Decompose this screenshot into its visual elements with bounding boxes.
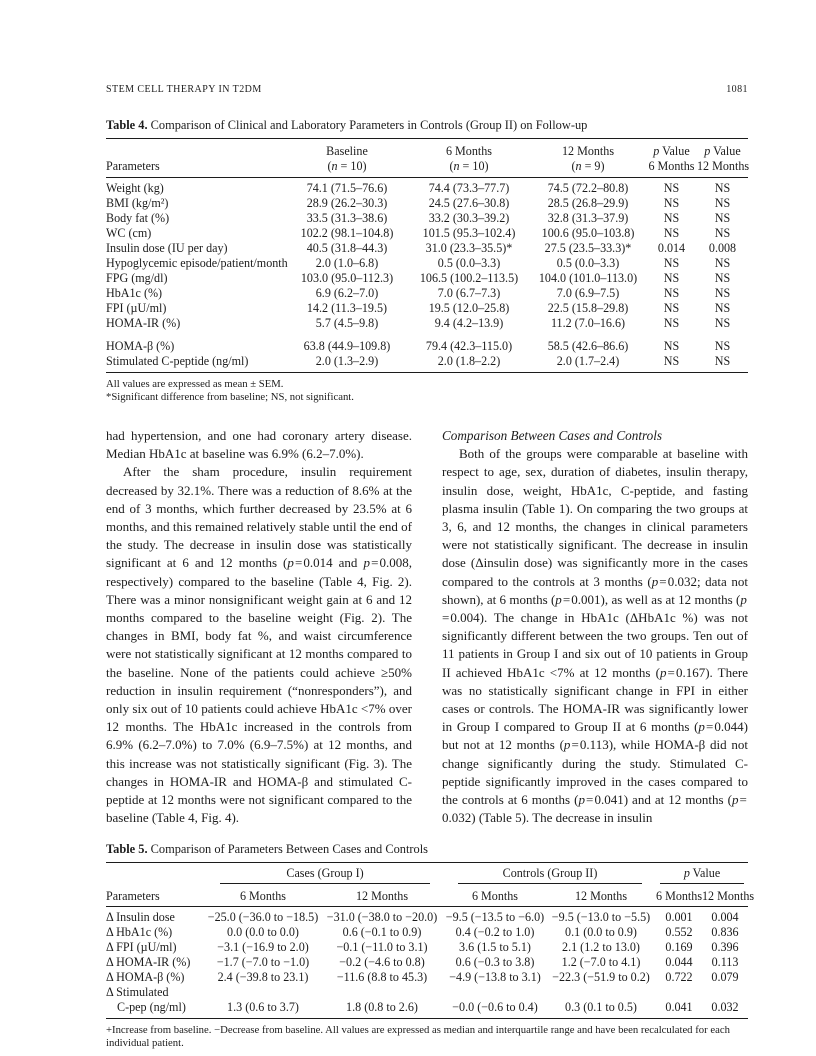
table-row	[106, 256, 748, 271]
row-value: 2.1 (1.2 to 13.0)	[562, 940, 640, 955]
table5-header-controls-12m: 12 Months	[574, 889, 628, 904]
row-value: 28.9 (26.2–30.3)	[306, 196, 388, 210]
table-row	[106, 241, 748, 256]
table5-header-controls-group: Controls (Group II)	[444, 863, 656, 887]
table-row	[106, 316, 748, 331]
paragraph: had hypertension, and one had coronary artery disease. Median HbA1c at baseline was 6.9% (6.2–7.0%).	[106, 428, 412, 462]
row-parameter: Δ Insulin dose	[106, 910, 175, 925]
row-value: −25.0 (−36.0 to −18.5)	[207, 910, 319, 925]
row-value: 0.0 (0.0 to 0.0)	[227, 925, 299, 940]
row-value: 0.113	[711, 955, 739, 970]
row-value: NS	[663, 196, 680, 210]
row-value: 22.5 (15.8–29.8)	[547, 301, 629, 315]
table-row	[106, 955, 748, 970]
row-value: 100.6 (95.0–103.8)	[541, 226, 635, 240]
row-value: NS	[714, 181, 731, 195]
row-parameter: Δ HbA1c (%)	[106, 925, 173, 940]
row-value	[444, 985, 546, 1000]
row-value: 0.041	[665, 1000, 693, 1015]
row-value: 19.5 (12.0–25.8)	[428, 301, 510, 315]
row-value: 7.0 (6.7–7.3)	[437, 286, 501, 300]
row-value: 102.2 (98.1–104.8)	[300, 226, 394, 240]
table5-group-header-row	[106, 863, 748, 887]
row-value: 2.0 (1.7–2.4)	[556, 354, 620, 368]
row-value: 63.8 (44.9–109.8)	[303, 339, 391, 353]
table4-header	[106, 139, 748, 178]
table5-label: Table 5.	[106, 842, 148, 857]
row-parameter: HbA1c (%)	[106, 286, 163, 300]
table4-title-text: Comparison of Clinical and Laboratory Parameters in Controls (Group II) on Follow-up	[147, 118, 588, 132]
row-value: 0.014	[657, 241, 686, 255]
page-number: 1081	[726, 84, 748, 95]
table5-subheader-row	[106, 886, 748, 907]
row-value: 58.5 (42.6–86.6)	[547, 339, 629, 353]
row-value: 0.396	[711, 940, 739, 955]
row-value: −3.1 (−16.9 to 2.0)	[217, 940, 309, 955]
body-right-column	[442, 427, 748, 827]
row-parameter: HOMA-IR (%)	[106, 316, 181, 330]
row-value: −9.5 (−13.5 to −6.0)	[445, 910, 545, 925]
row-value: NS	[714, 226, 731, 240]
row-value	[546, 985, 656, 1000]
table-row	[106, 354, 748, 373]
row-value: 0.008	[708, 241, 737, 255]
row-value: 2.0 (1.0–6.8)	[315, 256, 379, 270]
row-value: 33.2 (30.3–39.2)	[428, 211, 510, 225]
row-value: 0.044	[665, 955, 693, 970]
row-value: NS	[663, 271, 680, 285]
table-row	[106, 985, 748, 1000]
table4-header-baseline: Baseline (n = 10)	[326, 144, 368, 173]
table5	[106, 862, 755, 1019]
row-value: NS	[714, 316, 731, 330]
body-columns	[106, 427, 748, 827]
row-value: 0.032	[711, 1000, 739, 1015]
body-left-column	[106, 427, 412, 827]
row-value: 104.0 (101.0–113.0)	[538, 271, 638, 285]
row-value: 0.1 (0.0 to 0.9)	[565, 925, 637, 940]
row-value: NS	[663, 256, 680, 270]
table-row	[106, 196, 748, 211]
row-parameter: Insulin dose (IU per day)	[106, 241, 228, 255]
table4-header-parameters: Parameters	[106, 159, 160, 173]
row-value: 2.0 (1.3–2.9)	[315, 354, 379, 368]
row-value: 1.8 (0.8 to 2.6)	[346, 1000, 418, 1015]
row-value: −1.7 (−7.0 to −1.0)	[216, 955, 310, 970]
row-value: 0.004	[711, 910, 739, 925]
table-row	[106, 211, 748, 226]
row-value: 0.552	[665, 925, 693, 940]
table5-title	[106, 842, 748, 857]
row-value: NS	[714, 339, 731, 353]
row-value: 9.4 (4.2–13.9)	[434, 316, 504, 330]
table4-title	[106, 118, 748, 133]
row-parameter: Δ Stimulated	[106, 985, 169, 1000]
row-value: 6.9 (6.2–7.0)	[315, 286, 379, 300]
row-value: NS	[663, 301, 680, 315]
table4-body	[106, 178, 748, 373]
row-value: 3.6 (1.5 to 5.1)	[459, 940, 531, 955]
table-row	[106, 331, 748, 354]
running-head-title: STEM CELL THERAPY IN T2DM	[106, 84, 262, 95]
row-value: 0.4 (−0.2 to 1.0)	[455, 925, 535, 940]
row-value: 24.5 (27.6–30.8)	[428, 196, 510, 210]
row-value	[206, 985, 320, 1000]
table5-header-cases-12m: 12 Months	[355, 889, 409, 904]
table-row	[106, 226, 748, 241]
row-value: 1.2 (−7.0 to 4.1)	[561, 955, 641, 970]
row-value: NS	[663, 211, 680, 225]
table-row	[106, 940, 748, 955]
row-parameter: FPG (mg/dl)	[106, 271, 168, 285]
row-value: 0.6 (−0.3 to 3.8)	[455, 955, 535, 970]
table5-header-parameters: Parameters	[106, 889, 160, 904]
row-value: 0.001	[665, 910, 693, 925]
row-value: 27.5 (23.5–33.3)*	[544, 241, 632, 255]
row-parameter: HOMA-β (%)	[106, 339, 175, 353]
row-value: 40.5 (31.8–44.3)	[306, 241, 388, 255]
row-value: NS	[714, 354, 731, 368]
table5-title-text: Comparison of Parameters Between Cases and Controls	[147, 842, 428, 857]
row-value: −0.1 (−11.0 to 3.1)	[336, 940, 428, 955]
row-value	[320, 985, 444, 1000]
row-value: 79.4 (42.3–115.0)	[425, 339, 513, 353]
row-parameter: BMI (kg/m²)	[106, 196, 169, 210]
row-value: 74.4 (73.3–77.7)	[428, 181, 510, 195]
table4-header-12months: 12 Months (n = 9)	[561, 144, 615, 173]
row-value: 0.3 (0.1 to 0.5)	[565, 1000, 637, 1015]
row-value: −31.0 (−38.0 to −20.0)	[326, 910, 438, 925]
row-value: 0.836	[711, 925, 739, 940]
table4-footnote-2: *Significant difference from baseline; NS, not significant.	[106, 391, 354, 403]
table4-header-pvalue-6m: p Value 6 Months	[648, 144, 695, 173]
table4-footnotes	[106, 378, 748, 404]
table5-header-controls-6m: 6 Months	[471, 889, 519, 904]
row-value: NS	[714, 196, 731, 210]
row-value: 7.0 (6.9–7.5)	[556, 286, 620, 300]
row-value: 0.079	[711, 970, 739, 985]
row-value	[702, 985, 748, 1000]
table4-header-6months: 6 Months (n = 10)	[445, 144, 493, 173]
paragraph: After the sham procedure, insulin requirement decreased by 32.1%. There was a reduction of 8.6% at the end of 3 months, which further decreased by 23.5% at 6 months, and this remained relatively stable until the end of the study. The decrease in insulin dose was statistically significant at 6 and 12 months (p = 0.014 and p = 0.008, respectively) compared to the baseline (Table 4, Fig. 2). There was a minor nonsignificant weight gain at 6 and 12 months compared to the baseline weight (Fig. 2). The changes in BMI, body fat %, and waist circumference were not statistically significant at 12 months compared to the baseline. None of the patients could achieve ≥50% reduction in insulin requirement (“nonresponders”), and only six out of 10 patients could achieve HbA1c <7% over 12 months. The HbA1c increased in the controls from 6.9% (6.2–7.0%) to 7.0% (6.9–7.5%) at 12 months, and this increase was not statistically significant (Fig. 3). The changes in HOMA-IR and HOMA-β and stimulated C-peptide at 12 months were not significant compared to the baseline (Table 4, Fig. 4).	[106, 464, 412, 826]
row-value: NS	[663, 354, 680, 368]
table-row	[106, 1000, 748, 1019]
row-value: NS	[663, 286, 680, 300]
row-value: 2.4 (−39.8 to 23.1)	[217, 970, 309, 985]
row-value: −0.2 (−4.6 to 0.8)	[339, 955, 425, 970]
row-value: 0.722	[665, 970, 693, 985]
row-value: 1.3 (0.6 to 3.7)	[227, 1000, 299, 1015]
row-value: 2.0 (1.8–2.2)	[437, 354, 501, 368]
row-value: 33.5 (31.3–38.6)	[306, 211, 388, 225]
row-value: NS	[663, 339, 680, 353]
row-value: 28.5 (26.8–29.9)	[547, 196, 629, 210]
row-value: −22.3 (−51.9 to 0.2)	[552, 970, 650, 985]
table-row	[106, 907, 748, 926]
row-value: NS	[714, 286, 731, 300]
row-value: 74.1 (71.5–76.6)	[306, 181, 388, 195]
row-parameter: Δ FPI (µU/ml)	[106, 940, 177, 955]
row-parameter: WC (cm)	[106, 226, 152, 240]
row-parameter: Stimulated C-peptide (ng/ml)	[106, 354, 249, 368]
row-value: 0.6 (−0.1 to 0.9)	[342, 925, 422, 940]
row-value: NS	[714, 301, 731, 315]
row-parameter: C-pep (ng/ml)	[117, 1000, 186, 1015]
row-value: NS	[663, 226, 680, 240]
row-parameter: Δ HOMA-β (%)	[106, 970, 185, 985]
row-value: 32.8 (31.3–37.9)	[547, 211, 629, 225]
table5-section	[106, 842, 755, 1050]
table-row	[106, 301, 748, 316]
row-value: −11.6 (8.8 to 45.3)	[336, 970, 428, 985]
table5-header	[106, 863, 755, 907]
row-value: NS	[663, 181, 680, 195]
row-value: −9.5 (−13.0 to −5.5)	[551, 910, 651, 925]
table5-header-cases-group: Cases (Group I)	[206, 863, 444, 887]
table-row	[106, 178, 748, 197]
row-value: 0.5 (0.0–3.3)	[437, 256, 501, 270]
table-row	[106, 271, 748, 286]
row-value: NS	[714, 271, 731, 285]
table4	[106, 138, 748, 373]
table-row	[106, 970, 748, 985]
table4-label: Table 4.	[106, 118, 148, 132]
row-value: 106.5 (100.2–113.5)	[419, 271, 519, 285]
section-heading: Comparison Between Cases and Controls	[442, 428, 663, 443]
table5-header-p-12m: 12 Months	[702, 889, 755, 904]
table-row	[106, 925, 748, 940]
row-value: NS	[714, 256, 731, 270]
table5-footnotes	[106, 1024, 748, 1050]
row-value: NS	[714, 211, 731, 225]
running-head	[106, 84, 748, 95]
row-value: −4.9 (−13.8 to 3.1)	[449, 970, 541, 985]
row-parameter: Body fat (%)	[106, 211, 170, 225]
row-value: 74.5 (72.2–80.8)	[547, 181, 629, 195]
table5-body	[106, 907, 748, 1019]
row-value: −0.0 (−0.6 to 0.4)	[452, 1000, 538, 1015]
row-parameter: FPI (µU/ml)	[106, 301, 167, 315]
row-parameter: Hypoglycemic episode/patient/month	[106, 256, 288, 270]
table-row	[106, 286, 748, 301]
row-value: 103.0 (95.0–112.3)	[300, 271, 394, 285]
row-value: 101.5 (95.3–102.4)	[422, 226, 516, 240]
table4-header-pvalue-12m: p Value 12 Months	[697, 144, 750, 173]
table5-header-cases-6m: 6 Months	[239, 889, 287, 904]
table5-header-empty	[106, 863, 206, 887]
row-value: 31.0 (23.3–35.5)*	[425, 241, 513, 255]
table5-footnote: +Increase from baseline. −Decrease from baseline. All values are expressed as median and interquartile range and have been recalculated for each individual patient.	[106, 1024, 730, 1050]
row-value: 5.7 (4.5–9.8)	[315, 316, 379, 330]
table4-footnote-1: All values are expressed as mean ± SEM.	[106, 378, 284, 390]
paragraph: Both of the groups were comparable at baseline with respect to age, sex, duration of diabetes, insulin therapy, insulin dose, weight, HbA1c, C-peptide, and fasting plasma insulin (Table 1). On comparing the two groups at 3, 6, and 12 months, the changes in clinical parameters were not statistically significant. The decrease in insulin dose (Δinsulin dose) was significantly more in the cases compared to the controls at 3 months (p = 0.032; data not shown), at 6 months (p = 0.001), as well as at 12 months (p = 0.004). The change in HbA1c (ΔHbA1c %) was not significantly different between the two groups. Ten out of 11 patients in Group I and six out of 10 patients in Group II achieved HbA1c <7% at 12 months (p = 0.167). There was no statistically significant change in FPI in either cases or controls. The HOMA-IR was significantly lower in Group I compared to Group II at 6 months (p = 0.044) but not at 12 months (p = 0.113), while HOMA-β did not change significantly during the study. Stimulated C-peptide significantly improved in the cases compared to the controls at 6 months (p = 0.041) and at 12 months (p = 0.032) (Table 5). The decrease in insulin	[442, 446, 749, 826]
row-parameter: Weight (kg)	[106, 181, 164, 195]
row-value: 0.169	[665, 940, 693, 955]
table4-section	[106, 118, 748, 404]
row-parameter: Δ HOMA-IR (%)	[106, 955, 191, 970]
row-value	[656, 985, 702, 1000]
table5-header-pvalue-group: p Value	[656, 863, 748, 887]
row-value: NS	[663, 316, 680, 330]
row-value: 11.2 (7.0–16.6)	[550, 316, 626, 330]
row-value: 14.2 (11.3–19.5)	[306, 301, 388, 315]
row-value: 0.5 (0.0–3.3)	[556, 256, 620, 270]
table5-header-p-6m: 6 Months	[656, 889, 703, 904]
